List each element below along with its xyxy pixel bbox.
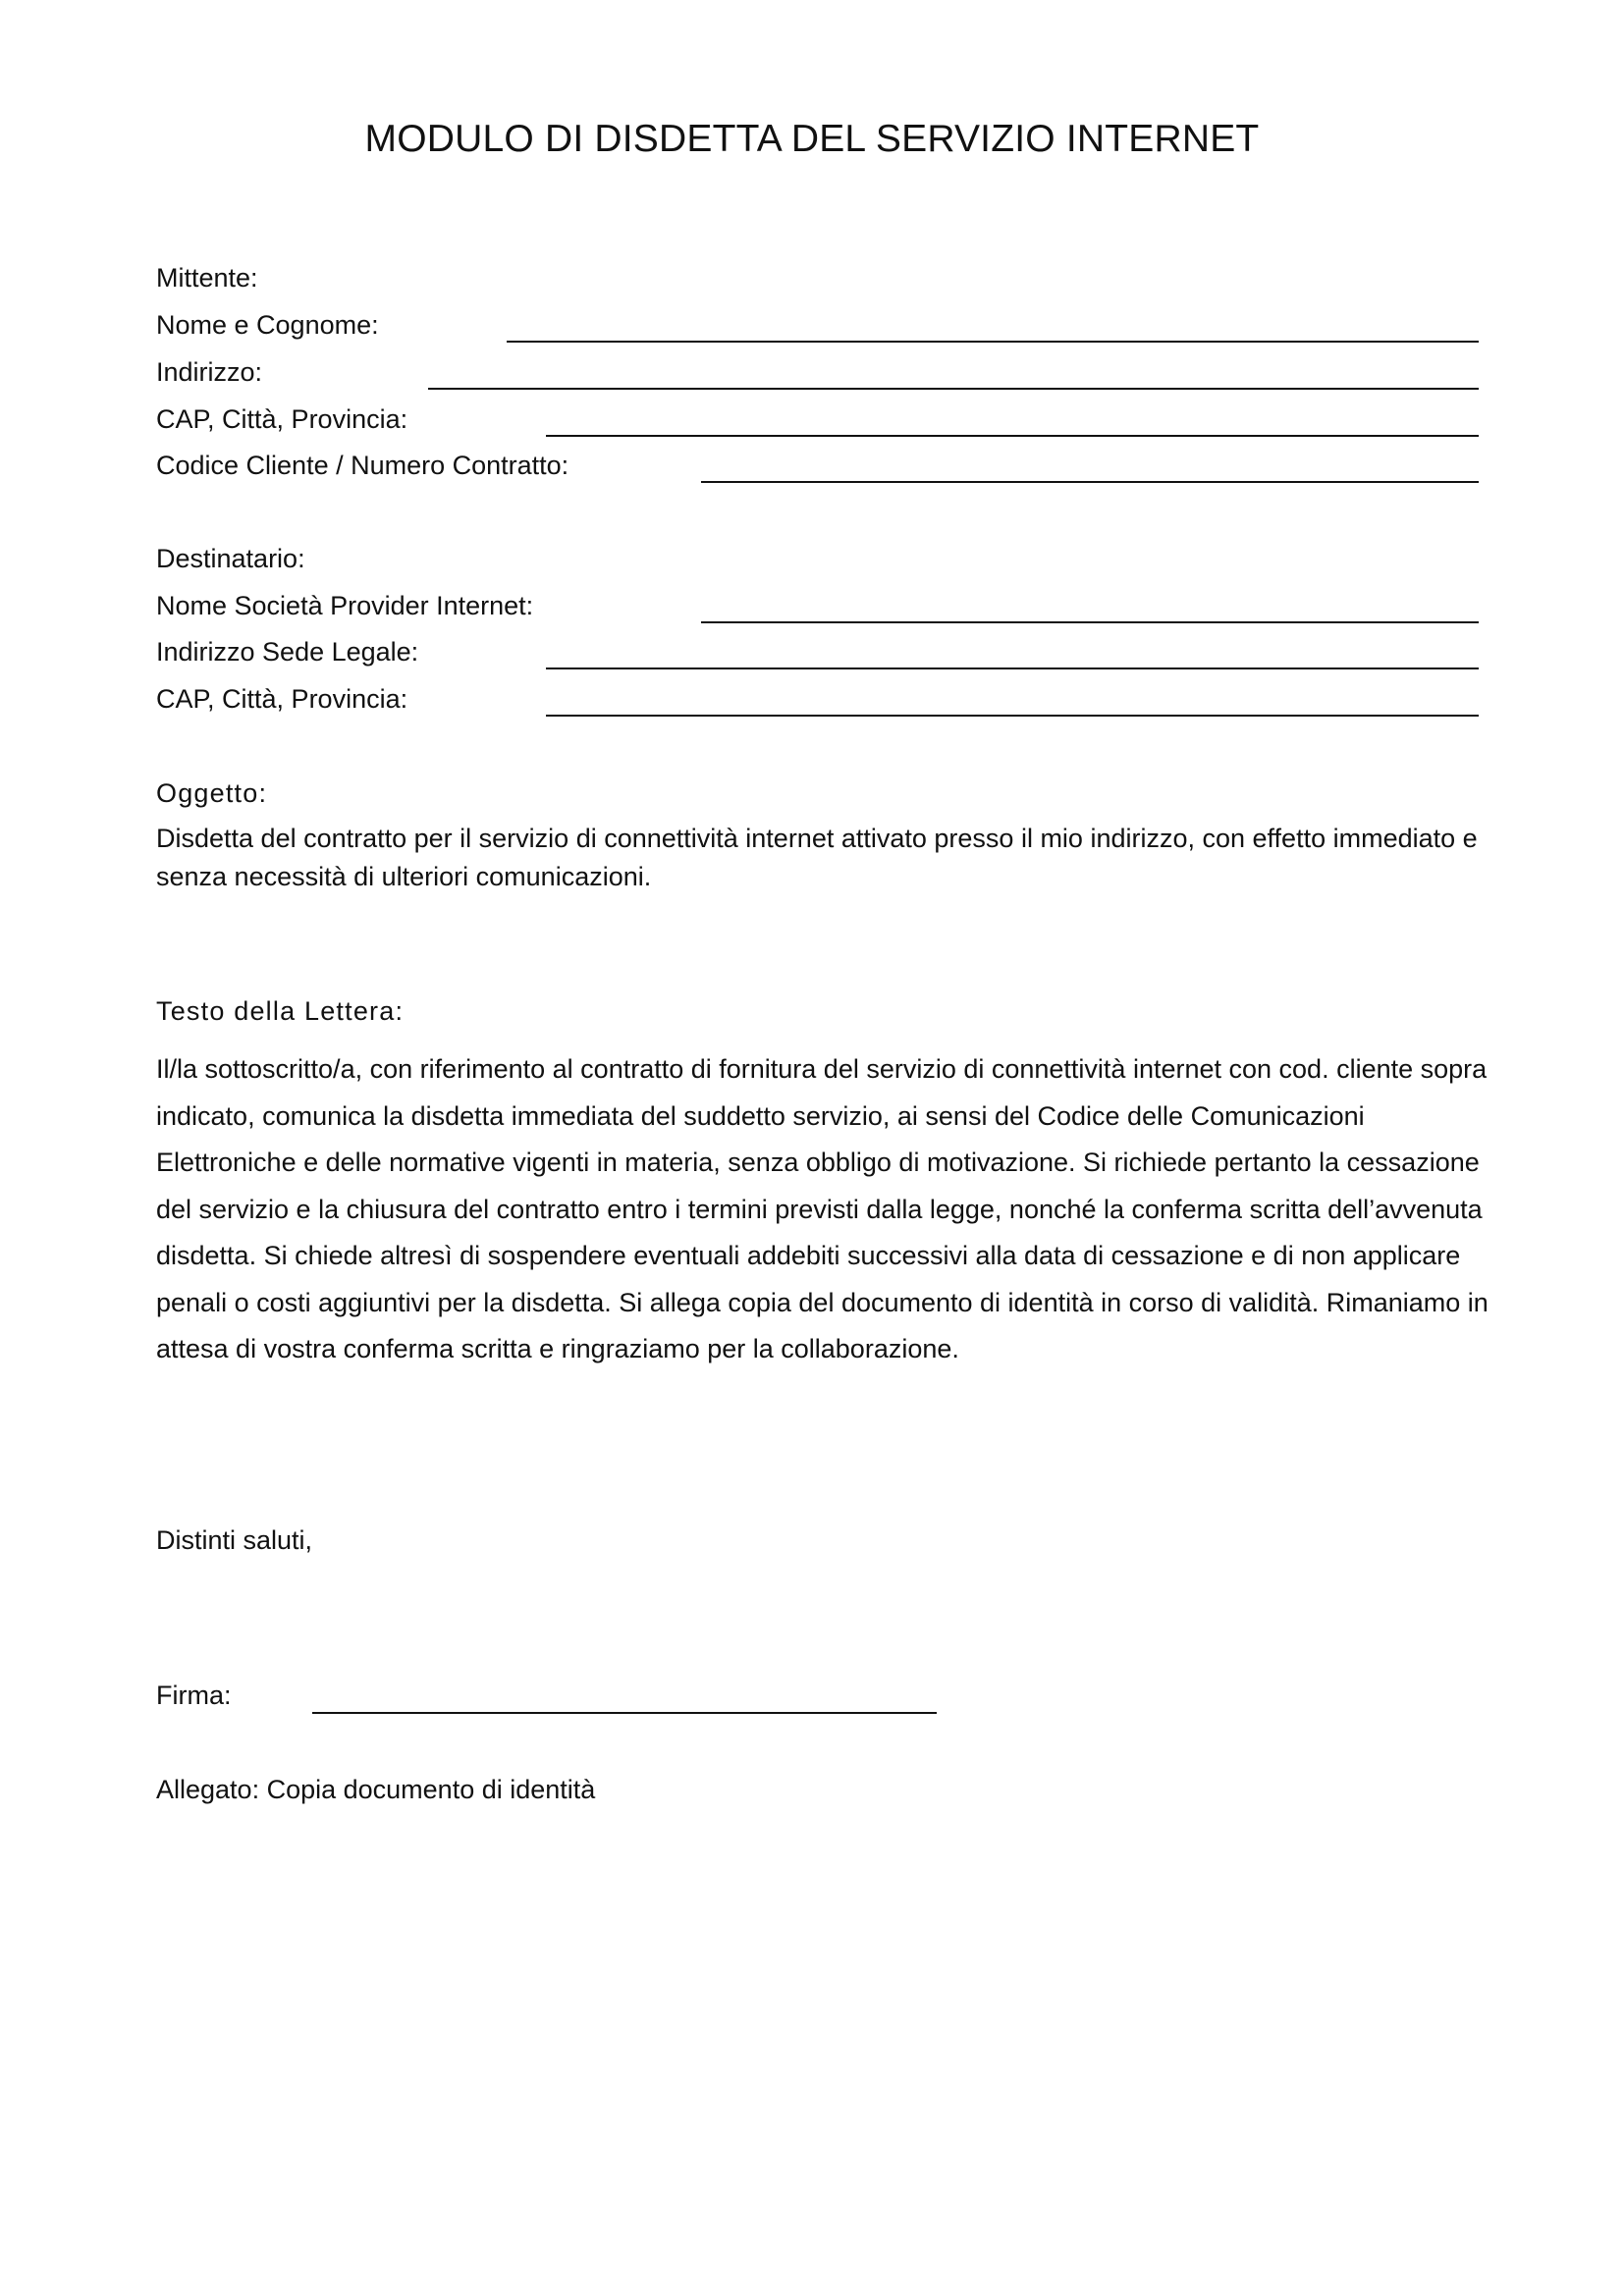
sender-address-field[interactable] (428, 388, 1479, 390)
customer-code-field[interactable] (701, 481, 1479, 483)
attachment-note: Allegato: Copia documento di identità (156, 1775, 596, 1804)
letter-heading: Testo della Lettera: (156, 996, 405, 1026)
signature-field[interactable] (312, 1712, 937, 1714)
signature-label: Firma: (156, 1681, 232, 1710)
provider-address-field[interactable] (546, 667, 1479, 669)
provider-name-label: Nome Società Provider Internet: (156, 591, 534, 620)
provider-address-label: Indirizzo Sede Legale: (156, 637, 419, 667)
letter-body: Il/la sottoscritto/a, con riferimento al contratto di fornitura del servizio di connettività internet con cod. cliente sopra indicato, comunica la disdetta immediata del suddetto servizio, ai sensi del Codice delle Comunicazioni Elettroniche e delle normative vigenti in materia, senza obbligo di motivazione. Si richiede pertanto la cessazione del servizio e la chiusura del contratto entro i termini previsti dalla legge, nonché la conferma scritta dell’avvenuta disdetta. Si chiede altresì di sospendere eventuali addebiti successivi alla data di cessazione e di non applicare penali o costi aggiuntivi per la disdetta. Si allega copia del documento di identità in corso di validità. Rimaniamo in attesa di vostra conferma scritta e ringraziamo per la collaborazione. (156, 1054, 1489, 1363)
provider-city-label: CAP, Città, Provincia: (156, 684, 408, 714)
sender-city-field[interactable] (546, 435, 1479, 437)
subject-text: Disdetta del contratto per il servizio di connettività internet attivato presso il mio indirizzo, con effetto immediato e senza necessità di ulteriori comunicazioni. (156, 824, 1478, 891)
customer-code-label: Codice Cliente / Numero Contratto: (156, 451, 569, 480)
provider-name-field[interactable] (701, 621, 1479, 623)
sender-city-label: CAP, Città, Provincia: (156, 404, 408, 434)
sender-name-label: Nome e Cognome: (156, 310, 379, 340)
provider-city-field[interactable] (546, 715, 1479, 717)
sender-heading: Mittente: (156, 263, 258, 293)
sender-name-field[interactable] (507, 341, 1479, 343)
subject-heading: Oggetto: (156, 778, 268, 808)
sender-address-label: Indirizzo: (156, 357, 263, 387)
document-title: MODULO DI DISDETTA DEL SERVIZIO INTERNET (364, 118, 1260, 160)
closing-text: Distinti saluti, (156, 1525, 313, 1555)
recipient-heading: Destinatario: (156, 544, 305, 573)
